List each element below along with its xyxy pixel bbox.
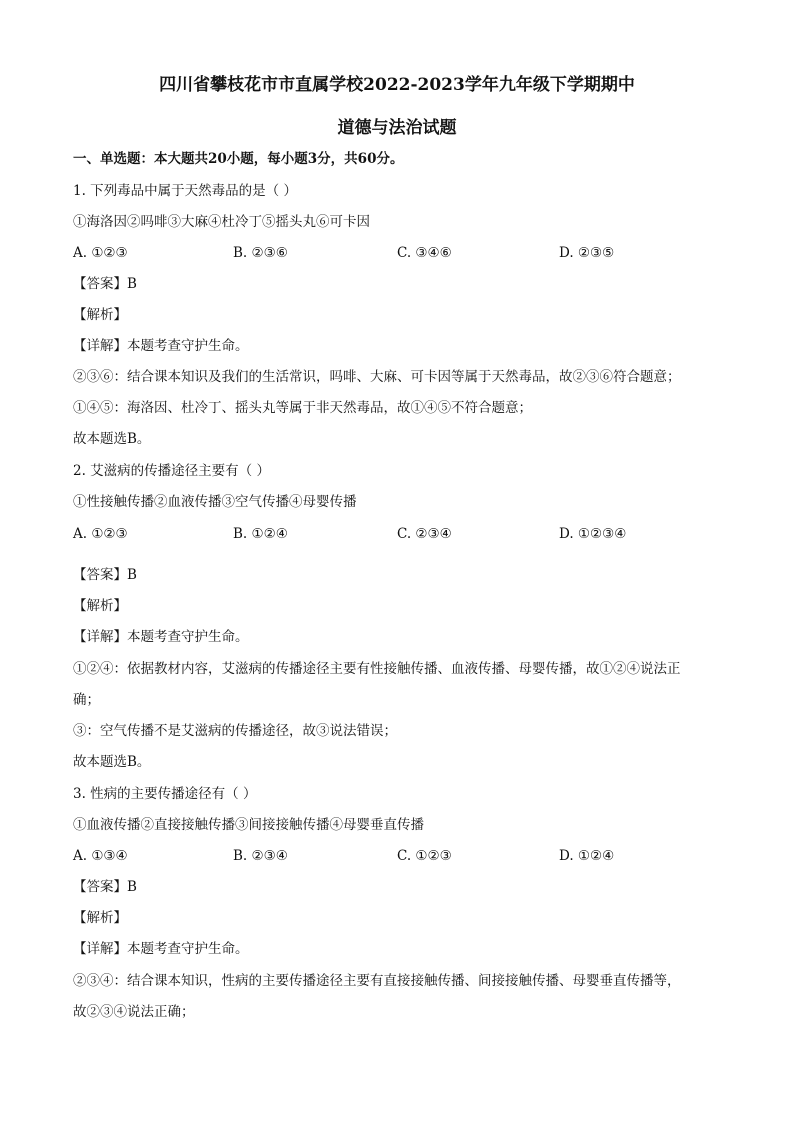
- question-2-answer: 【答案】B: [73, 567, 137, 583]
- question-2-analysis: 【解析】: [73, 598, 127, 614]
- exam-title-line-2: 道德与法治试题: [337, 118, 457, 138]
- question-2-explain-1: ①②④：依据教材内容，艾滋病的传播途径主要有性接触传播、血液传播、母婴传播，故①②④说法正: [73, 661, 681, 677]
- question-3-option-b: B. ②③④: [233, 848, 288, 864]
- question-2-explain-4: 故本题选B。: [73, 754, 151, 770]
- question-2-detail: 【详解】本题考查守护生命。: [73, 629, 249, 645]
- question-3-explain-2: 故②③④说法正确；: [73, 1004, 195, 1020]
- question-2-explain-3: ③：空气传播不是艾滋病的传播途径，故③说法错误；: [73, 723, 397, 739]
- question-2-explain-2: 确；: [73, 692, 100, 708]
- question-1-analysis: 【解析】: [73, 307, 127, 323]
- question-3-option-a: A. ①③④: [73, 848, 128, 864]
- question-3-analysis: 【解析】: [73, 910, 127, 926]
- question-1-option-d: D. ②③⑤: [559, 245, 615, 261]
- question-1-stem: 1. 下列毒品中属于天然毒品的是（ ）: [73, 183, 297, 199]
- question-1-explain-1: ②③⑥：结合课本知识及我们的生活常识，吗啡、大麻、可卡因等属于天然毒品，故②③⑥符合题意；: [73, 369, 681, 385]
- question-1-option-a: A. ①②③: [73, 245, 128, 261]
- question-3-option-d: D. ①②④: [559, 848, 615, 864]
- question-1-explain-2: ①④⑤：海洛因、杜冷丁、摇头丸等属于非天然毒品，故①④⑤不符合题意；: [73, 400, 532, 416]
- question-1-explain-3: 故本题选B。: [73, 431, 151, 447]
- question-3-stem: 3. 性病的主要传播途径有（ ）: [73, 786, 257, 802]
- question-2-items: ①性接触传播②血液传播③空气传播④母婴传播: [73, 494, 357, 510]
- question-1-option-b: B. ②③⑥: [233, 245, 288, 261]
- question-3-items: ①血液传播②直接接触传播③间接接触传播④母婴垂直传播: [73, 817, 424, 833]
- question-2-option-c: C. ②③④: [397, 526, 452, 542]
- question-3-answer: 【答案】B: [73, 879, 137, 895]
- exam-title-line-1: 四川省攀枝花市市直属学校2022-2023学年九年级下学期期中: [159, 75, 635, 95]
- question-2-option-a: A. ①②③: [73, 526, 128, 542]
- section-heading: 一、单选题：本大题共20小题，每小题3分，共60分。: [73, 151, 404, 167]
- question-3-detail: 【详解】本题考查守护生命。: [73, 941, 249, 957]
- question-1-answer: 【答案】B: [73, 276, 137, 292]
- question-3-explain-1: ②③④：结合课本知识，性病的主要传播途径主要有直接接触传播、间接接触传播、母婴垂直传播等，: [73, 973, 681, 989]
- question-1-items: ①海洛因②吗啡③大麻④杜冷丁⑤摇头丸⑥可卡因: [73, 214, 370, 230]
- question-1-option-c: C. ③④⑥: [397, 245, 452, 261]
- question-2-option-d: D. ①②③④: [559, 526, 627, 542]
- question-1-detail: 【详解】本题考查守护生命。: [73, 338, 249, 354]
- question-2-option-b: B. ①②④: [233, 526, 288, 542]
- question-3-option-c: C. ①②③: [397, 848, 452, 864]
- question-2-stem: 2. 艾滋病的传播途径主要有（ ）: [73, 463, 270, 479]
